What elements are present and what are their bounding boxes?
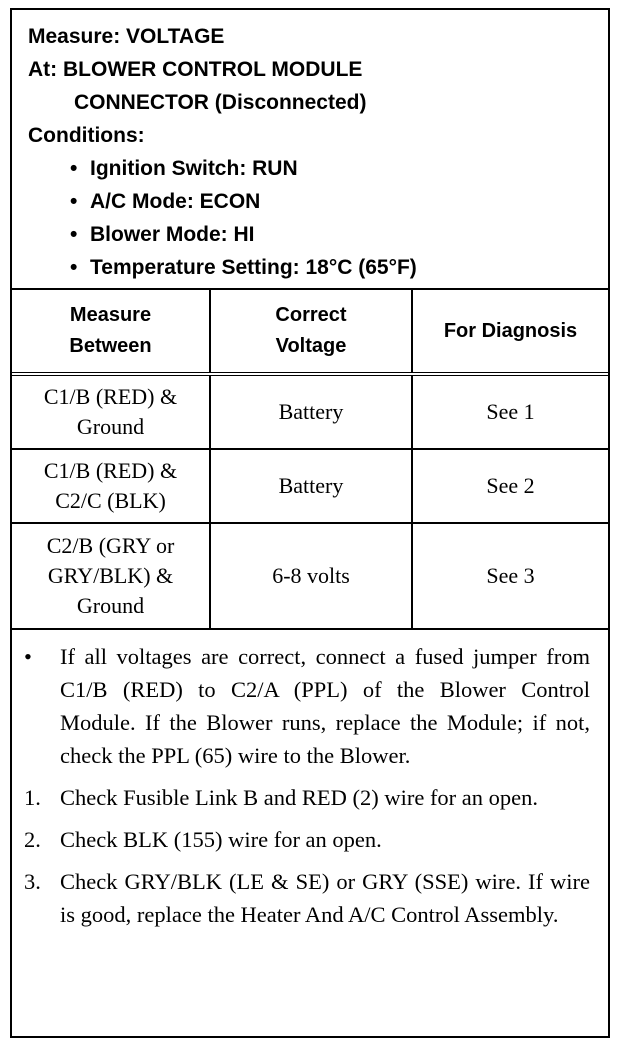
note-number: 2. xyxy=(24,827,41,852)
table-row xyxy=(12,523,608,629)
correct-voltage-cell: Battery xyxy=(210,374,412,449)
correct-voltage-cell: 6-8 volts xyxy=(210,523,412,629)
table-header-row xyxy=(12,290,608,374)
measure-between-cell: C1/B (RED) & Ground xyxy=(12,374,210,449)
bullet-icon: • xyxy=(70,256,78,279)
location-line-1: At: BLOWER CONTROL MODULE xyxy=(28,58,363,81)
measure-between-cell: C1/B (RED) & C2/C (BLK) xyxy=(12,449,210,523)
diagnosis-cell: See 2 xyxy=(412,449,608,523)
correct-voltage-cell: Battery xyxy=(210,449,412,523)
note-number: 1. xyxy=(24,785,41,810)
procedure-card xyxy=(10,8,610,1038)
table-row xyxy=(12,449,608,523)
diagnosis-cell: See 1 xyxy=(412,374,608,449)
note-text: Check GRY/BLK (LE & SE) or GRY (SSE) wire. If wire is good, replace the Heater And A/C Control Assembly. xyxy=(60,869,590,927)
measure-line: Measure: VOLTAGE xyxy=(28,25,225,48)
column-header-correct-voltage: Correct Voltage xyxy=(210,290,412,374)
conditions-label: Conditions: xyxy=(28,124,145,147)
note-general xyxy=(24,640,590,772)
note-3 xyxy=(24,865,590,931)
bullet-icon: • xyxy=(70,223,78,246)
bullet-icon: • xyxy=(70,190,78,213)
procedure-header xyxy=(12,10,608,290)
bullet-icon: • xyxy=(24,644,32,669)
location-line-2: CONNECTOR (Disconnected) xyxy=(74,91,367,114)
note-2 xyxy=(24,823,590,856)
note-number: 3. xyxy=(24,869,41,894)
note-text: Check Fusible Link B and RED (2) wire for an open. xyxy=(60,785,539,810)
diagnosis-notes xyxy=(12,630,608,931)
note-text: Check BLK (155) wire for an open. xyxy=(60,827,382,852)
diagnosis-cell: See 3 xyxy=(412,523,608,629)
voltage-table xyxy=(12,290,608,630)
condition-item: • Blower Mode: HI xyxy=(70,218,608,251)
condition-item: • Temperature Setting: 18°C (65°F) xyxy=(70,251,608,284)
table-row xyxy=(12,374,608,449)
condition-item: • A/C Mode: ECON xyxy=(70,185,608,218)
note-1 xyxy=(24,781,590,814)
note-text: If all voltages are correct, connect a fused jumper from C1/B (RED) to C2/A (PPL) of the Blower Control Module. If the Blower runs, replace the Module; if not, check the PPL (65) wire to the Blower. xyxy=(60,644,590,768)
bullet-icon: • xyxy=(70,157,78,180)
column-header-for-diagnosis: For Diagnosis xyxy=(412,290,608,374)
measure-between-cell: C2/B (GRY or GRY/BLK) & Ground xyxy=(12,523,210,629)
conditions-list xyxy=(28,152,608,284)
column-header-measure-between: Measure Between xyxy=(12,290,210,374)
condition-item: • Ignition Switch: RUN xyxy=(70,152,608,185)
